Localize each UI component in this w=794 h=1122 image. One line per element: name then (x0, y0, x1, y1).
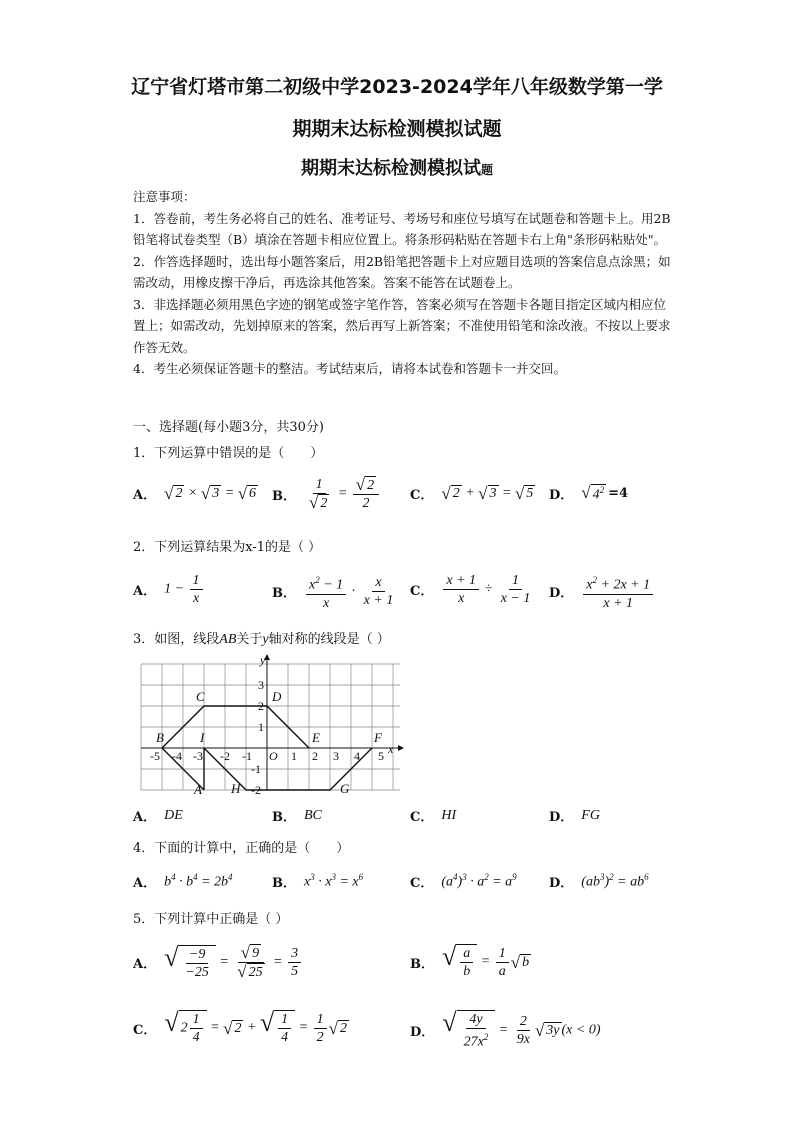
q3-option-d (549, 806, 600, 825)
y-tick: 1 (258, 720, 264, 734)
q1-option-a (133, 484, 258, 503)
x-tick: 2 (312, 749, 318, 763)
q3-stem (133, 628, 390, 648)
option-label: D． (549, 876, 574, 891)
notice-item-4: 4．考生必须保证答题卡的整洁。考试结束后，请将本试卷和答题卡一并交回。 (133, 361, 566, 376)
q3-stem-ab: AB (219, 632, 237, 647)
q3-option-d-text: FG (581, 807, 600, 823)
q5-option-d (410, 1010, 601, 1051)
q5b-formula: √ $\frac{a}{b}$ = $\frac{1}{a}$ √ b (442, 942, 530, 979)
q3-option-a (133, 806, 183, 825)
q3-figure (136, 650, 406, 796)
q3-option-b-text: BC (304, 807, 322, 823)
grid (141, 664, 400, 790)
option-label: B． (272, 810, 296, 825)
x-tick: -5 (150, 749, 160, 763)
option-label: C． (133, 1022, 157, 1038)
q3-option-c (410, 806, 456, 825)
point-b: B (156, 730, 164, 745)
option-label: D． (549, 810, 574, 825)
q5-option-b (410, 944, 531, 980)
page-title: 辽宁省灯塔市第二初级中学2023-2024学年八年级数学第一学 (131, 76, 663, 98)
option-label: D． (410, 1024, 435, 1040)
x-axis-label: x (388, 742, 394, 756)
x-tick: -3 (193, 749, 203, 763)
q5d-formula: √ $\frac{4y}{27x^2}$ = $\frac{2}{9x}$ √ 3y (x < 0) (442, 1008, 601, 1050)
q2b-formula: $\frac{x^2 - 1}{x}$ · $\frac{x}{x + 1}$ (304, 572, 398, 612)
option-label: B． (410, 956, 434, 972)
q2d-formula: $\frac{x^2 + 2x + 1}{x + 1}$ (581, 572, 655, 612)
notice-heading: 注意事项： (133, 189, 196, 204)
option-label: B． (272, 586, 296, 602)
subtitle-small: 题 (480, 163, 493, 177)
option-label: A． (133, 957, 157, 972)
option-label: A． (133, 584, 157, 599)
q1d-text: =4 (608, 486, 629, 502)
y-tick: -1 (251, 762, 261, 776)
option-label: C． (410, 876, 434, 891)
option-label: C． (410, 584, 434, 599)
q5-stem: 5．下列计算中正确是（ ） (133, 912, 289, 927)
q4d-formula: $(ab^3)^2 = ab^6$ (581, 872, 649, 890)
q3-stem-post: 轴对称的线段是（ ） (268, 632, 390, 647)
option-label: C． (410, 810, 434, 825)
q1d-formula: √ $4^2$ (581, 483, 605, 503)
q5c-formula: √ 2 $\frac{1}{4}$ = √ 2 + √ $\frac{1}{4}$ = $\frac{1}{2}$ √ 2 (164, 1008, 347, 1045)
x-tick: -2 (220, 749, 230, 763)
x-axis-arrow (398, 745, 404, 751)
y-tick: -2 (251, 783, 261, 796)
q3-option-c-text: HI (441, 807, 457, 823)
q5-option-c (133, 1010, 349, 1046)
point-d: D (272, 689, 282, 704)
option-label: D． (549, 586, 574, 602)
option-label: B． (272, 488, 296, 504)
notice-item-2: 2．作答选择题时，选出每小题答案后，用2B铅笔把答题卡上对应题目选项的答案信息点涂黑；如需改动，用橡皮擦干净后，再选涂其他答案。答案不能答在试题卷上。 (133, 253, 671, 290)
option-label: B． (272, 876, 296, 891)
notice-item-1: 1．答卷前，考生务必将自己的姓名、准考证号、考场号和座位号填写在试题卷和答题卡上。用2B铅笔将试卷类型（B）填涂在答题卡相应位置上。将条形码粘贴在答题卡右上角"条形码粘贴处"。 (133, 210, 671, 247)
point-c: C (196, 689, 205, 704)
q2-option-a (133, 572, 205, 607)
point-i: I (200, 730, 205, 745)
page-title-line2: 期期末达标检测模拟试题 (292, 118, 502, 140)
q3-stem-mid: 关于 (236, 632, 263, 647)
origin-label: O (269, 749, 278, 763)
x-tick: -4 (172, 749, 182, 763)
y-tick: 2 (258, 699, 264, 713)
q5a-formula: √ $\frac{-9}{-25}$ = √ 9 √ 25 = $\frac{3}{5}$ (164, 944, 303, 981)
q1c-formula: √ 2 + √ 3 = √ 5 (441, 484, 534, 503)
option-label: A． (133, 876, 157, 891)
x-tick: 3 (333, 749, 339, 763)
q3-option-b (272, 806, 322, 825)
option-label: D． (549, 488, 574, 504)
q1a-formula: √ 2 × √ 3 = √ 6 (164, 484, 257, 503)
point-e: E (312, 730, 320, 745)
point-f: F (374, 730, 382, 745)
q1-option-d (549, 484, 628, 504)
q2-option-b (272, 572, 398, 612)
q2c-formula: $\frac{x + 1}{x}$ ÷ $\frac{1}{x - 1}$ (441, 572, 535, 607)
q4-option-c (410, 872, 517, 891)
point-g: G (340, 781, 350, 796)
axes (141, 658, 398, 790)
point-h: H (231, 781, 241, 796)
q5-option-a (133, 944, 303, 981)
q4-stem: 4．下面的计算中，正确的是（ ） (133, 841, 350, 856)
section-heading: 一、选择题(每小题3分，共30分) (133, 420, 324, 435)
q4c-formula: $(a^4)^3 \cdot a^2 = a^9$ (441, 872, 517, 890)
q1-option-b (272, 476, 381, 512)
q4-option-b (272, 872, 363, 891)
page-subtitle (0, 154, 794, 180)
subtitle-main: 期期末达标检测模拟试 (300, 158, 481, 179)
q4-option-d (549, 872, 649, 891)
q2a-formula: 1 − $\frac{1}{x}$ (164, 572, 204, 607)
notice-item-3: 3．非选择题必须用黑色字迹的钢笔或签字笔作答，答案必须写在答题卡各题目指定区域内相应位置上；如需改动，先划掉原来的答案，然后再写上新答案；不准使用铅笔和涂改液。不按以上要求作答无效。 (133, 296, 671, 355)
q3-stem-y: y (262, 632, 269, 647)
point-a: A (194, 782, 202, 796)
q3-option-a-text: DE (164, 807, 183, 823)
q3-stem-pre: 3．如图，线段 (133, 632, 220, 647)
y-axis-label: y (260, 653, 266, 667)
q4-option-a (133, 872, 233, 891)
y-tick: 3 (258, 678, 264, 692)
option-label: C． (410, 488, 434, 503)
q4a-formula: $b^4 \cdot b^4 = 2b^4$ (164, 872, 233, 890)
q2-option-d (549, 572, 655, 612)
x-tick: 1 (291, 749, 297, 763)
option-label: A． (133, 810, 157, 825)
tick-labels (150, 653, 394, 796)
q1b-formula: 1 √ 2 = √ 2 2 (304, 476, 381, 512)
x-tick: -1 (242, 749, 252, 763)
q2-option-c (410, 572, 535, 607)
x-tick: 5 (378, 749, 384, 763)
point-labels (156, 689, 383, 796)
q4b-formula: $x^3 \cdot x^3 = x^6$ (304, 872, 364, 890)
notice-block (133, 186, 673, 380)
option-label: A． (133, 488, 157, 503)
q2-stem: 2．下列运算结果为x-1的是（ ） (133, 540, 322, 555)
x-tick: 4 (354, 749, 360, 763)
q1-stem: 1．下列运算中错误的是（ ） (133, 446, 324, 461)
q1-option-c (410, 484, 535, 503)
